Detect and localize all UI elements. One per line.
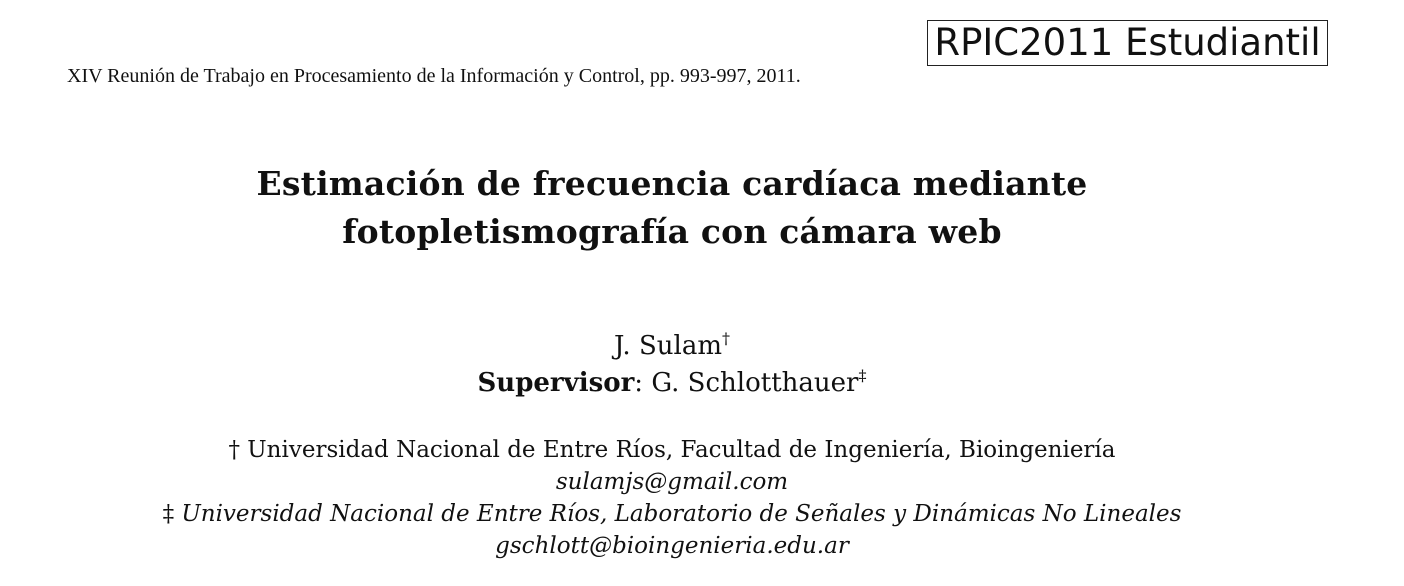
author-block — [0, 328, 1344, 402]
affiliation-1 — [0, 434, 1344, 466]
author-name: J. Sulam — [614, 331, 722, 361]
supervisor-separator: : — [634, 368, 652, 398]
author-line — [0, 328, 1344, 365]
supervisor-label: Supervisor — [477, 368, 635, 398]
affiliation-2-mark: ‡ — [162, 501, 175, 527]
paper-title — [0, 160, 1344, 256]
affiliation-1-mark: † — [228, 437, 240, 463]
affiliation-1-email: sulamjs@gmail.com — [555, 469, 789, 495]
affiliation-2 — [0, 498, 1344, 530]
affiliations — [0, 434, 1344, 562]
supervisor-affiliation-mark: ‡ — [858, 366, 867, 385]
affiliation-1-institution: Universidad Nacional de Entre Ríos, Facultad de Ingeniería, Bioingeniería — [247, 437, 1116, 463]
supervisor-line — [0, 365, 1344, 402]
running-header: XIV Reunión de Trabajo en Procesamiento de la Información y Control, pp. 993-997, 2011. — [67, 65, 801, 87]
affiliation-2-email: gschlott@bioingenieria.edu.ar — [495, 533, 849, 559]
author-affiliation-mark: † — [721, 329, 730, 348]
supervisor-name: G. Schlotthauer — [651, 368, 859, 398]
title-line-1: Estimación de frecuencia cardíaca mediante — [256, 164, 1088, 203]
affiliation-2-institution: Universidad Nacional de Entre Ríos, Laboratorio de Señales y Dinámicas No Lineales — [181, 501, 1182, 527]
conference-badge: RPIC2011 Estudiantil — [927, 20, 1328, 66]
title-line-2: fotopletismografía con cámara web — [342, 212, 1002, 251]
